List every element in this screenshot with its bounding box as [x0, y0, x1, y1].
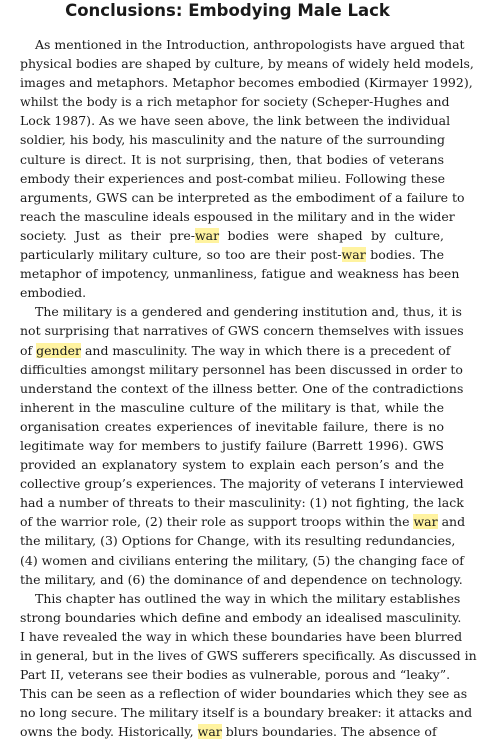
search-highlight[interactable]: war — [341, 247, 366, 263]
text-line — [20, 245, 444, 264]
text-segment: culture is direct. It is not surprising, then, that bodies of veterans — [20, 151, 444, 167]
text-line — [20, 92, 450, 111]
text-segment: no long secure. The military itself is a boundary breaker: it attacks and — [20, 705, 473, 721]
text-segment: owns the body. Historically, — [20, 724, 198, 740]
text-segment: particularly military culture, so too are their post- — [20, 247, 342, 263]
text-segment: understand the context of the illness better. One of the contradictions — [20, 380, 464, 396]
text-segment: images and metaphors. Metaphor becomes embodied (Kirmayer 1992), — [20, 75, 473, 91]
text-segment: bodies were shaped by culture, — [219, 227, 444, 243]
text-line — [20, 646, 477, 665]
text-segment: strong boundaries which define and embody an idealised masculinity. — [20, 609, 462, 625]
text-line — [20, 512, 466, 531]
search-highlight[interactable]: war — [197, 724, 222, 740]
text-segment: I have revealed the way in which these boundaries have been blurred — [20, 628, 463, 644]
text-line — [20, 608, 462, 627]
text-line — [20, 54, 474, 73]
text-segment: (4) women and civilians entering the military, (5) the changing face of — [20, 552, 464, 568]
text-line — [20, 150, 444, 169]
text-segment: whilst the body is a rich metaphor for society (Scheper-Hughes and — [20, 94, 450, 110]
text-line — [20, 627, 463, 646]
text-line — [20, 589, 461, 608]
text-line — [20, 302, 462, 321]
text-line — [20, 398, 444, 417]
text-line — [20, 360, 463, 379]
text-segment: of — [20, 342, 37, 358]
text-line — [20, 341, 451, 360]
text-line — [20, 493, 464, 512]
text-line — [20, 551, 464, 570]
text-line — [20, 570, 463, 589]
text-segment: metaphor of impotency, unmanliness, fatigue and weakness has been — [20, 266, 460, 282]
text-line — [20, 665, 451, 684]
text-line — [20, 188, 465, 207]
text-line — [20, 321, 464, 340]
text-line — [20, 130, 444, 149]
text-line — [20, 35, 465, 54]
text-segment: soldier, his body, his masculinity and the nature of the surrounding — [20, 132, 446, 148]
paragraph — [20, 302, 466, 588]
text-segment: bodies. The — [365, 247, 444, 263]
text-segment: Part II, veterans see their bodies as vulnerable, porous and “leaky”. — [20, 667, 451, 683]
text-segment: the military, and (6) the dominance of and dependence on technology. — [20, 571, 463, 587]
text-line — [20, 436, 444, 455]
text-segment: of the warrior role, (2) their role as support troops within the — [20, 514, 414, 530]
search-highlight[interactable]: gender — [36, 342, 81, 358]
text-segment: embodied. — [20, 285, 87, 301]
text-segment: The military is a gendered and gendering institution and, thus, it is — [35, 304, 462, 320]
text-line — [20, 169, 444, 188]
text-segment: physical bodies are shaped by culture, by means of widely held models, — [20, 56, 474, 72]
text-segment: This can be seen as a reflection of wider boundaries which they see as — [20, 686, 468, 702]
body-text — [20, 35, 477, 741]
text-segment: society. Just as their pre- — [20, 227, 195, 243]
text-segment: the military, (3) Options for Change, with its resulting redundancies, — [20, 533, 456, 549]
text-segment: blurs boundaries. The absence of — [221, 724, 437, 740]
text-line — [20, 474, 464, 493]
section-heading: Conclusions: Embodying Male Lack — [65, 1, 390, 20]
text-segment: inherent in the masculine culture of the military is that, while the — [20, 399, 444, 415]
text-line — [20, 417, 444, 436]
text-segment: As mentioned in the Introduction, anthropologists have argued that — [35, 37, 465, 52]
search-highlight[interactable]: war — [413, 514, 438, 530]
text-segment: difficulties amongst military personnel has been discussed in order to — [20, 361, 463, 377]
text-line — [20, 283, 444, 302]
text-segment: had a number of threats to their masculinity: (1) not fighting, the lack — [20, 495, 464, 511]
text-segment: organisation creates experiences of inevitable failure, there is no — [20, 418, 444, 434]
text-segment: in general, but in the lives of GWS sufferers specifically. As discussed in — [20, 648, 477, 663]
paragraph — [20, 589, 477, 741]
text-line — [20, 379, 464, 398]
text-line — [20, 722, 444, 741]
text-line — [20, 531, 456, 550]
text-line — [20, 226, 444, 245]
text-line — [20, 207, 455, 226]
text-line — [20, 73, 473, 92]
text-segment: reach the masculine ideals espoused in the military and in the wider — [20, 208, 455, 224]
text-segment: and — [437, 514, 466, 530]
text-segment: arguments, GWS can be interpreted as the embodiment of a failure to — [20, 189, 465, 205]
text-line — [20, 264, 460, 283]
text-line — [20, 455, 444, 474]
text-segment: and masculinity. The way in which there is a precedent of — [80, 342, 451, 358]
text-segment: provided an explanatory system to explain each person’s and the — [20, 457, 444, 473]
text-line — [20, 111, 451, 130]
text-line — [20, 684, 468, 703]
text-segment: This chapter has outlined the way in which the military establishes — [35, 590, 461, 606]
search-highlight[interactable]: war — [194, 227, 220, 243]
paragraph — [20, 35, 474, 302]
text-segment: not surprising that narratives of GWS concern themselves with issues — [20, 323, 464, 339]
text-segment: collective group’s experiences. The majority of veterans I interviewed — [20, 476, 464, 492]
text-segment: embody their experiences and post-combat milieu. Following these — [20, 170, 446, 186]
text-segment: Lock 1987). As we have seen above, the link between the individual — [20, 113, 451, 129]
text-segment: legitimate way for members to justify failure (Barrett 1996). GWS — [20, 437, 444, 453]
text-line — [20, 703, 473, 722]
